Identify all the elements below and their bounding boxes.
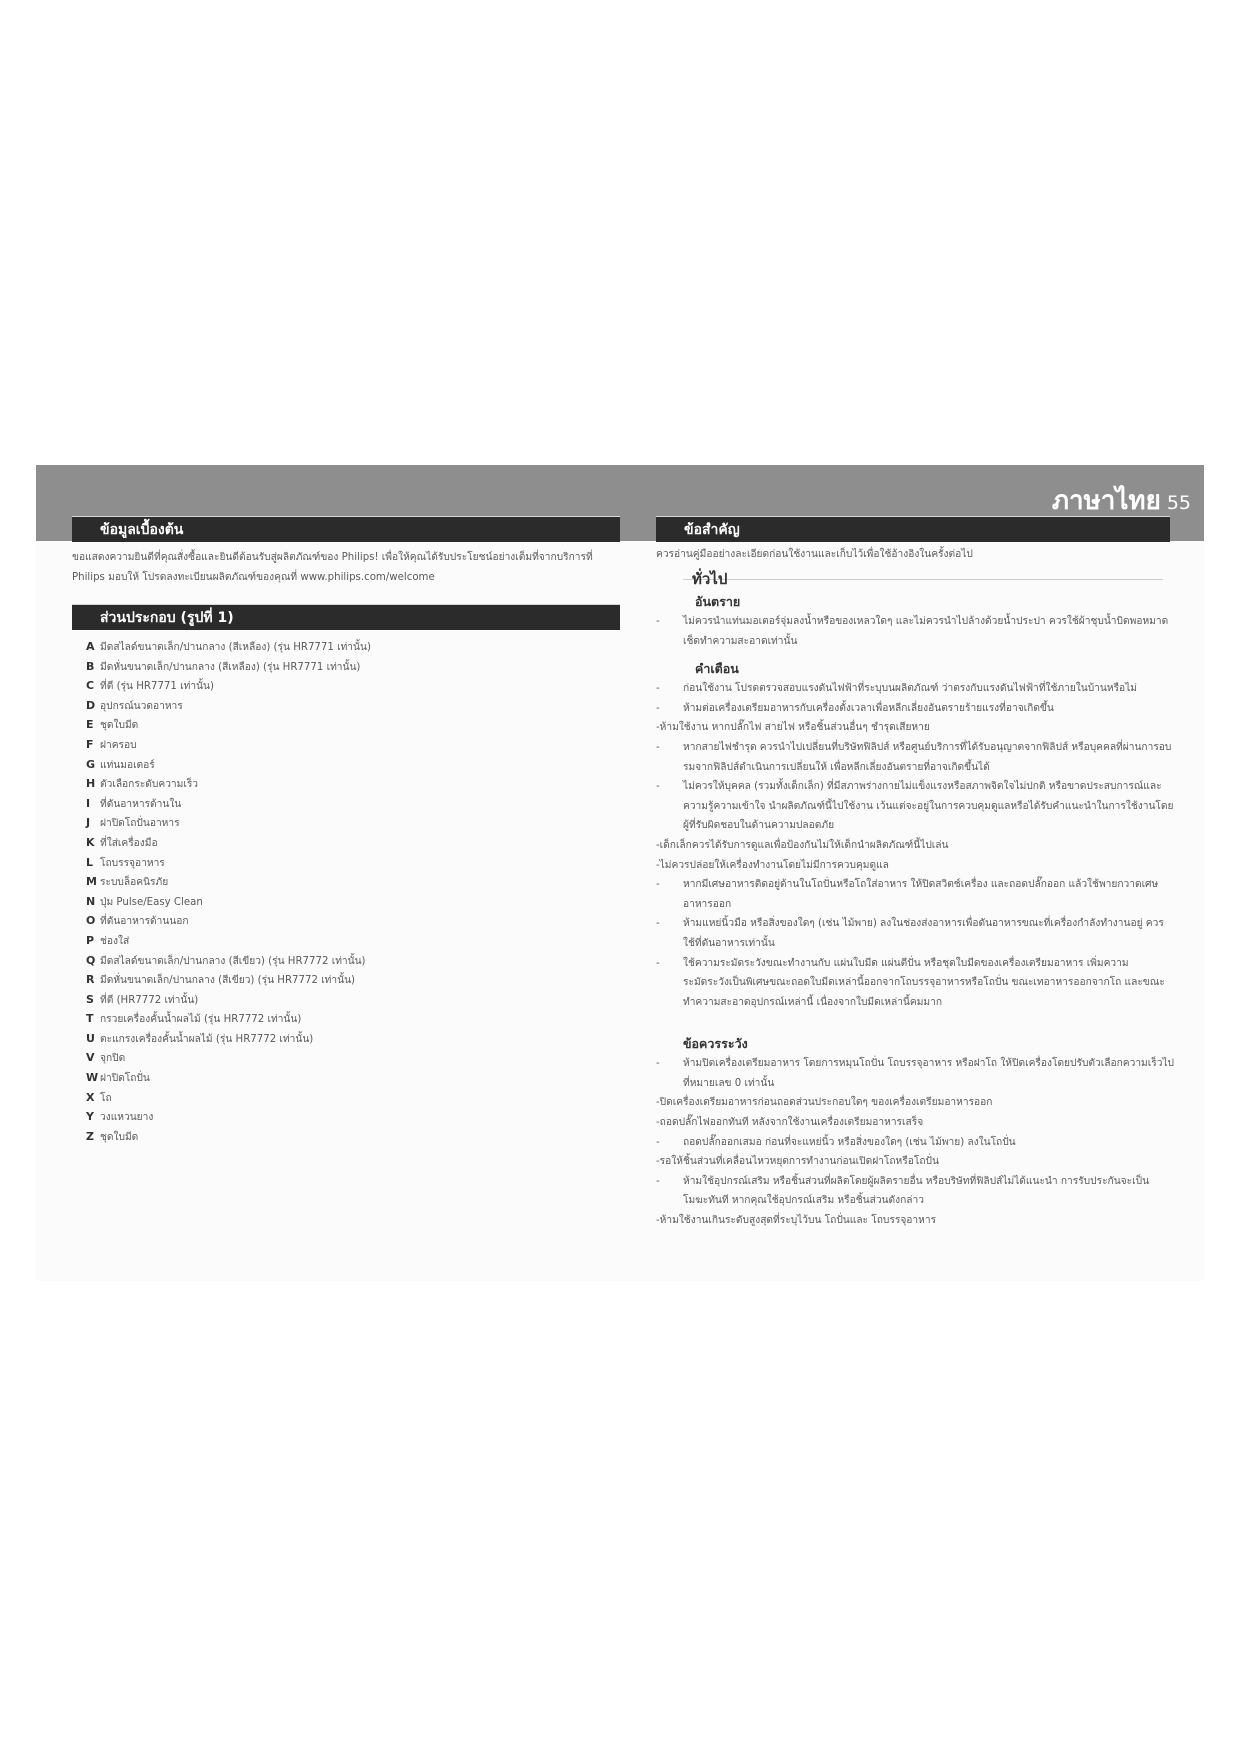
part-description: ที่ใส่เครื่องมือ [100,837,158,849]
warning-text: -ไม่ควรปล่อยให้เครื่องทำงานโดยไม่มีการควบคุมดูแล [656,859,889,871]
warning-text: -ห้ามใช้งาน หากปลั๊กไฟ สายไฟ หรือชิ้นส่วนอื่นๆ ชำรุดเสียหาย [656,722,930,734]
part-description: โถ [100,1092,112,1104]
part-letter: Q [86,953,96,967]
part-letter: L [86,855,94,869]
warning-text: ก่อนใช้งาน โปรดตรวจสอบแรงดันไฟฟ้าที่ระบุบนผลิตภัณฑ์ ว่าตรงกับแรงดันไฟฟ้าที่ใช้ภายในบ้านหรือไม่ [683,683,1137,695]
parts-list-item [86,774,606,794]
parts-list-item [86,931,606,951]
danger-text: ไม่ควรนำแท่นมอเตอร์จุ่มลงน้ำหรือของเหลวใดๆ และไม่ควรนำไปล้างด้วยน้ำประปา ควรใช้ผ้าชุบน้ำบิดพอหมาดเช็ดทำความสะอาดเท่านั้น [683,616,1169,647]
caution-text: -ห้ามใช้งานเกินระดับสูงสุดที่ระบุไว้บน โถปั่นและ โถบรรจุอาหาร [656,1215,937,1227]
danger-item [656,612,1174,651]
danger-heading: อันตราย [695,594,741,609]
part-letter: T [86,1012,94,1026]
caution-item [656,1113,1174,1133]
caution-item [656,1152,1174,1172]
parts-list-item [86,676,606,696]
warning-text: หากมีเศษอาหารติดอยู่ด้านในโถปั่นหรือโถใส่อาหาร ให้ปิดสวิตช์เครื่อง และถอดปลั๊กออก แล้วใช้พายกวาดเศษอาหารออก [683,879,1159,910]
warning-item [656,699,1174,719]
part-description: มีดหั่นขนาดเล็ก/ปานกลาง (สีเหลือง) (รุ่น HR7771 เท่านั้น) [100,661,361,673]
caution-text: -ปิดเครื่องเตรียมอาหารก่อนถอดส่วนประกอบใดๆ ของเครื่องเตรียมอาหารออก [656,1097,993,1109]
part-letter: X [86,1090,95,1104]
part-letter: R [86,973,95,987]
parts-list-item [86,853,606,873]
part-letter: C [86,679,95,693]
parts-list-item [86,735,606,755]
bullet-dash: - [656,1058,660,1070]
danger-list [656,612,1174,651]
part-letter: E [86,718,94,732]
warning-heading: คำเตือน [695,661,739,677]
parts-list-item [86,715,606,735]
caution-item [656,1093,1174,1113]
language-title: ภาษาไทย [1051,486,1161,516]
parts-list-item [86,1127,606,1147]
caution-list [656,1054,1174,1230]
caution-text: -ถอดปลั๊กไฟออกทันที หลังจากใช้งานเครื่องเตรียมอาหารเสร็จ [656,1117,924,1129]
warning-text: -เด็กเล็กควรได้รับการดูแลเพื่อป้องกันไม่ให้เด็กนำผลิตภัณฑ์นี้ไปเล่น [656,839,949,851]
important-content [656,544,1174,1231]
caution-item [656,1211,1174,1231]
warning-item [656,875,1174,914]
parts-list-item [86,1107,606,1127]
heading-rule [683,579,1163,580]
parts-list-item [86,657,606,677]
bullet-dash: - [656,741,660,753]
warning-item [656,738,1174,777]
caution-text: ห้ามใช้อุปกรณ์เสริม หรือชิ้นส่วนที่ผลิตโดยผู้ผลิตรายอื่น หรือบริษัทที่ฟิลิปส์ไม่ได้แนะนำ การรับประกันจะเป็นโมฆะทันที หากคุณใช้อุปกรณ์เสริม หรือชิ้นส่วนดังกล่าว [683,1175,1150,1207]
important-intro: ควรอ่านคู่มืออย่างละเอียดก่อนใช้งานและเก็บไว้เพื่อใช้อ้างอิงในครั้งต่อไป [656,549,973,560]
warning-text: ใช้ความระมัดระวังขณะทำงานกับ แผ่นใบมีด แผ่นตีปั่น หรือชุดใบมีดของเครื่องเตรียมอาหาร เพิ่มความระมัดระวังเป็นพิเศษขณะถอดใบมีดเหล่านี้ออกจากโถบรรจุอาหารหรือโถปั่น ขณะเทอาหารออกจากโถ และขณะทำความสะอาดอุปกรณ์เหล่านี้ เนื่องจากใบมีดเหล่านี้คมมาก [683,957,1165,1008]
parts-list-item [86,833,606,853]
parts-list-item [86,1088,606,1108]
part-description: โถบรรจุอาหาร [100,857,165,869]
warning-item [656,836,1174,856]
parts-list-item [86,970,606,990]
warning-item [656,679,1174,699]
parts-list [86,637,606,1146]
part-letter: W [86,1071,99,1085]
parts-list-item [86,794,606,814]
part-description: ตัวเลือกระดับความเร็ว [100,779,199,791]
caution-text: ถอดปลั๊กออกเสมอ ก่อนที่จะแหย่นิ้ว หรือสิ่งของใดๆ (เช่น ไม้พาย) ลงในโถปั่น [683,1136,1016,1148]
part-letter: U [86,1031,95,1045]
warning-item [656,718,1174,738]
parts-list-item [86,755,606,775]
warning-item [656,856,1174,876]
part-description: มีดหั่นขนาดเล็ก/ปานกลาง (สีเขียว) (รุ่น HR7772 เท่านั้น) [100,975,356,987]
section-title-important: ข้อสำคัญ [684,522,740,538]
part-description: วงแหวนยาง [100,1112,154,1124]
part-letter: H [86,777,96,791]
caution-text: ห้ามปิดเครื่องเตรียมอาหาร โดยการหมุนโถปั่น โถบรรจุอาหาร หรือฝาโถ ให้ปิดเครื่องโดยปรับตัวเลือกความเร็วไปที่หมายเลข 0 เท่านั้น [683,1058,1175,1089]
section-bar-parts [72,604,620,630]
part-letter: M [86,875,97,889]
caution-text: -รอให้ชิ้นส่วนที่เคลื่อนไหวหยุดการทำงานก่อนเปิดฝาโถหรือโถปั่น [656,1156,939,1168]
caution-item [656,1133,1174,1153]
parts-list-item [86,1029,606,1049]
part-description: ตะแกรงเครื่องคั้นน้ำผลไม้ (รุ่น HR7772 เท่านั้น) [100,1033,314,1045]
part-description: ที่ดันอาหารด้านนอก [100,916,189,928]
part-description: ชุดใบมีด [100,720,139,732]
bullet-dash: - [656,957,660,969]
bullet-dash: - [656,616,660,627]
intro-paragraph: ขอแสดงความยินดีที่คุณสั่งซื้อและยินดีต้อนรับสู่ผลิตภัณฑ์ของ Philips! เพื่อให้คุณได้รับประโยชน์อย่างเต็มที่จากบริการที่ Philips มอบให้ โปรดลงทะเบียนผลิตภัณฑ์ของคุณที่ www.philips.com/welcome [72,552,593,583]
parts-list-item [86,1048,606,1068]
page-number: 55 [1166,492,1191,514]
warning-text: ห้ามแหย่นิ้วมือ หรือสิ่งของใดๆ (เช่น ไม้พาย) ลงในช่องส่งอาหารเพื่อดันอาหารขณะที่เครื่องกำลังทำงานอยู่ ควรใช้ที่ดันอาหารเท่านั้น [683,918,1164,949]
warning-text: ห้ามต่อเครื่องเตรียมอาหารกับเครื่องตั้งเวลาเพื่อหลีกเลี่ยงอันตรายร้ายแรงที่อาจเกิดขึ้น [683,702,1054,714]
part-description: ฝาปิดโถปั่น [100,1073,150,1085]
part-description: ช่องใส่ [100,935,130,947]
bullet-dash: - [656,1175,660,1187]
section-bar-introduction [72,516,620,542]
caution-item [656,1054,1174,1093]
section-bar-important [656,516,1170,542]
part-description: ชุดใบมีด [100,1131,139,1143]
warning-list [656,679,1174,1012]
part-letter: B [86,659,95,673]
parts-list-item [86,990,606,1010]
warning-item [656,914,1174,953]
parts-list-item [86,951,606,971]
bullet-dash: - [656,918,660,930]
part-description: ที่ดันอาหารด้านใน [100,798,182,810]
bullet-dash: - [656,781,660,793]
part-letter: J [86,816,91,830]
part-description: ที่ตี (HR7772 เท่านั้น) [100,994,199,1006]
warning-text: ไม่ควรให้บุคคล (รวมทั้งเด็กเล็ก) ที่มีสภาพร่างกายไม่แข็งแรงหรือสภาพจิตใจไม่ปกติ หรือขาดประสบการณ์และความรู้ความเข้าใจ นำผลิตภัณฑ์นี้ไปใช้งาน เว้นแต่จะอยู่ในการควบคุมดูแลหรือได้รับคำแนะนำในการใช้งานโดยผู้ที่รับผิดชอบในด้านความปลอดภัย [683,781,1174,832]
warning-item [656,777,1174,836]
part-description: แท่นมอเตอร์ [100,759,155,771]
page-heading [1052,480,1191,521]
caution-item [656,1172,1174,1211]
part-description: มีดสไลด์ขนาดเล็ก/ปานกลาง (สีเหลือง) (รุ่น HR7771 เท่านั้น) [100,642,371,653]
part-description: กรวยเครื่องคั้นน้ำผลไม้ (รุ่น HR7772 เท่านั้น) [100,1014,302,1026]
parts-list-item [86,813,606,833]
part-letter: N [86,894,96,908]
part-letter: Y [86,1110,94,1124]
bullet-dash: - [656,683,660,695]
part-description: ที่ตี (รุ่น HR7771 เท่านั้น) [100,681,214,693]
part-description: ระบบล็อคนิรภัย [100,877,169,889]
part-description: ฝาปิดโถปั่นอาหาร [100,818,180,830]
part-description: อุปกรณ์นวดอาหาร [100,700,183,712]
parts-list-item [86,696,606,716]
part-letter: S [86,992,94,1006]
part-letter: G [86,757,96,771]
section-title-parts: ส่วนประกอบ (รูปที่ 1) [100,610,234,626]
bullet-dash: - [656,879,660,891]
bullet-dash: - [656,702,660,714]
part-letter: P [86,933,95,947]
general-heading: ทั่วไป [692,570,728,588]
part-description: ปุ่ม Pulse/Easy Clean [100,896,203,908]
part-letter: O [86,914,96,928]
parts-list-item [86,1009,606,1029]
part-letter: Z [86,1129,94,1143]
warning-text: หากสายไฟชำรุด ควรนำไปเปลี่ยนที่บริษัทฟิลิปส์ หรือศูนย์บริการที่ได้รับอนุญาตจากฟิลิปส์ หรือบุคคลที่ผ่านการอบรมจากฟิลิปส์ดำเนินการเปลี่ยนให้ เพื่อหลีกเลี่ยงอันตรายที่อาจเกิดขึ้นได้ [683,741,1172,773]
part-letter: I [86,796,91,810]
parts-list-item [86,911,606,931]
section-title-introduction: ข้อมูลเบื้องต้น [100,522,184,538]
parts-list-item [86,1068,606,1088]
part-description: มีดสไลด์ขนาดเล็ก/ปานกลาง (สีเขียว) (รุ่น HR7772 เท่านั้น) [100,955,366,967]
parts-list-item [86,637,606,657]
part-description: จุกปิด [100,1053,126,1065]
part-description: ฝาครอบ [100,739,137,751]
part-letter: K [86,835,95,849]
warning-item [656,954,1174,1013]
part-letter: V [86,1051,95,1065]
parts-list-item [86,872,606,892]
bullet-dash: - [656,1136,660,1148]
part-letter: D [86,698,96,712]
caution-heading: ข้อควรระวัง [683,1036,748,1052]
part-letter: A [86,640,95,653]
parts-list-item [86,892,606,912]
part-letter: F [86,737,94,751]
